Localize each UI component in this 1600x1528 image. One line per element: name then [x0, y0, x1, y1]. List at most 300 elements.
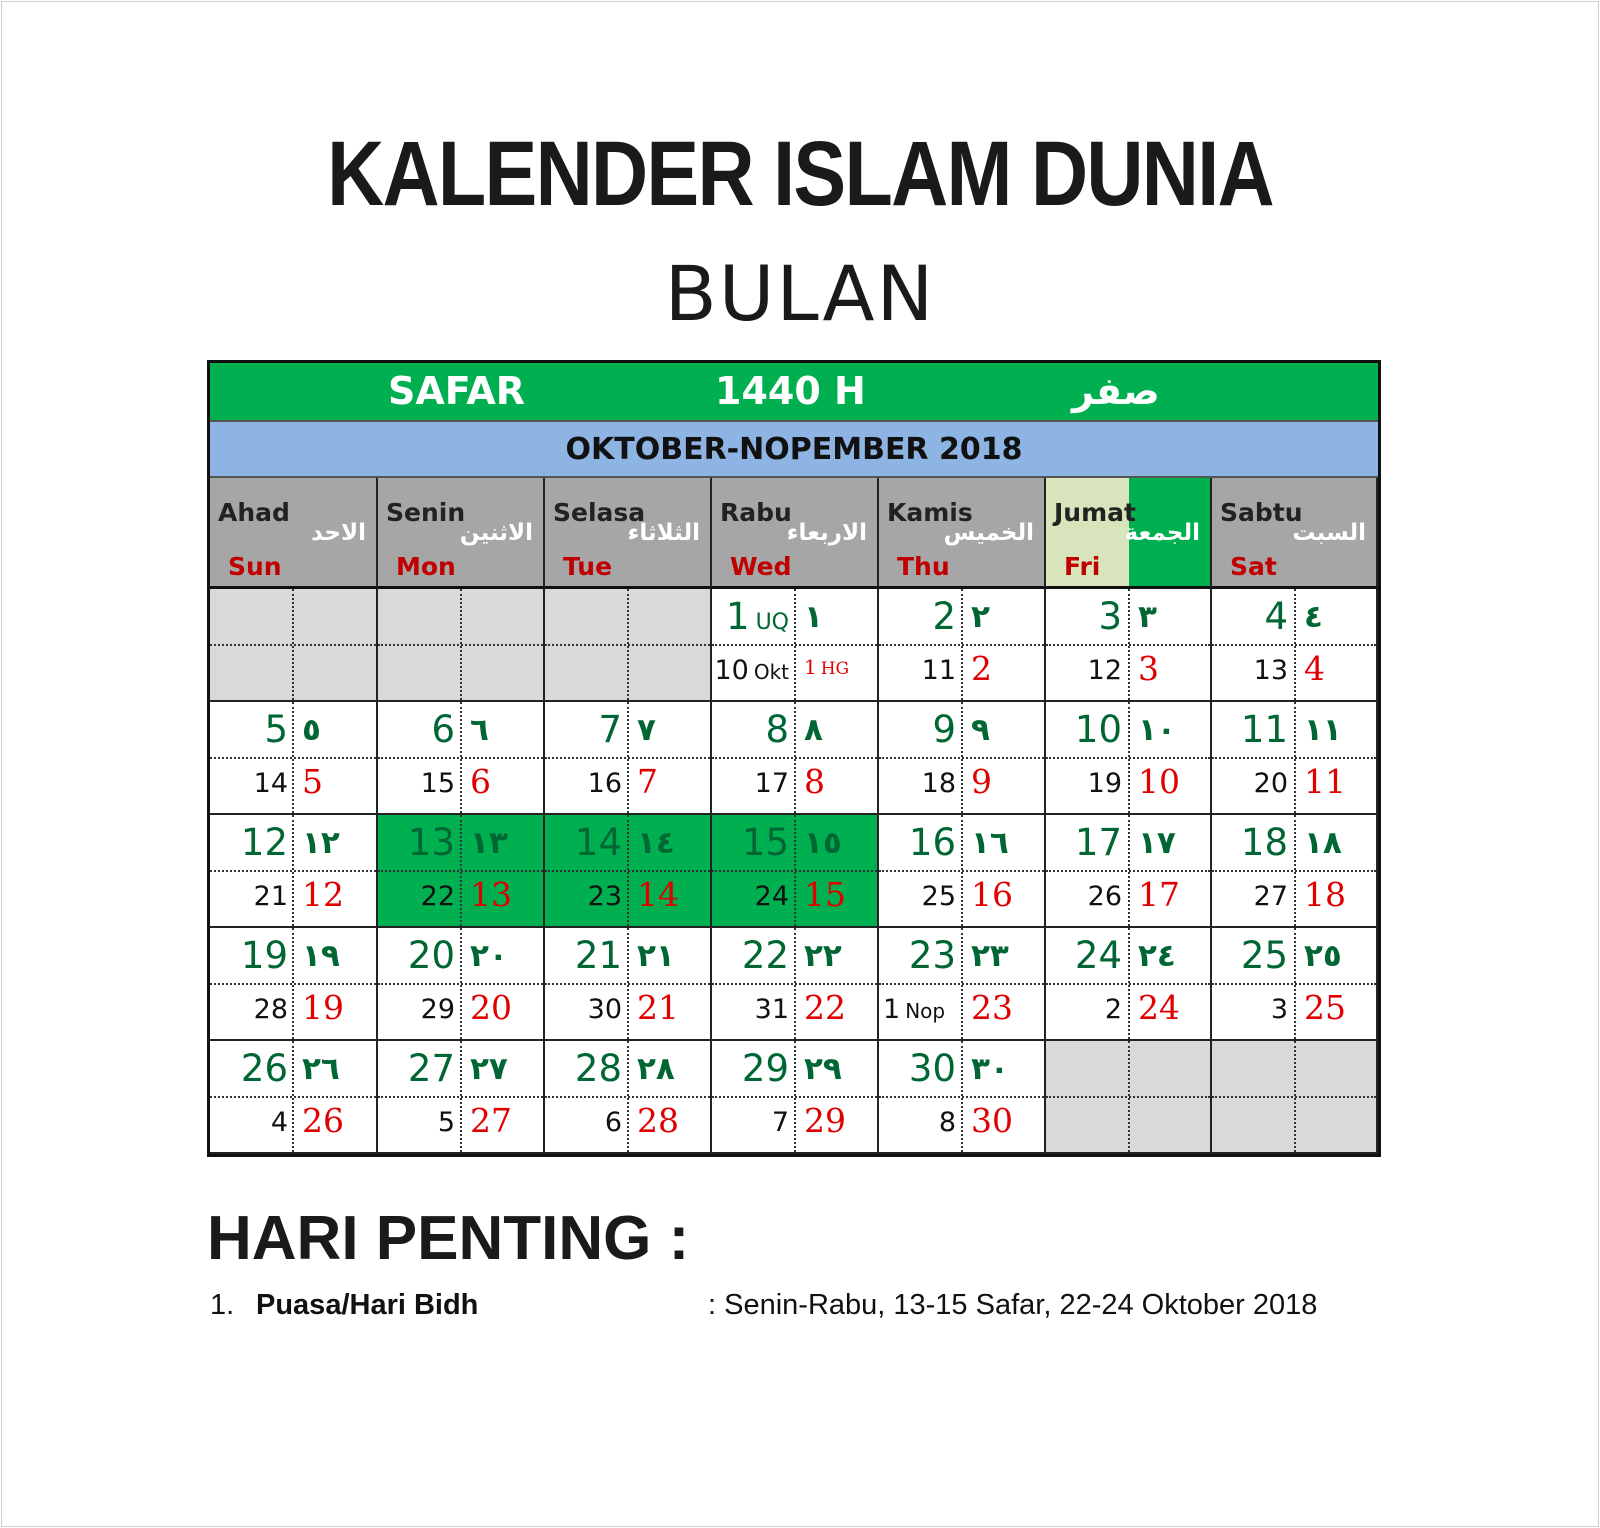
cell-divider: [712, 870, 877, 872]
day-name-en: Mon: [396, 552, 456, 581]
hijri-day-arabic: ١١: [1304, 712, 1342, 748]
cell-divider: [545, 757, 710, 759]
cell-divider: [879, 1096, 1044, 1098]
hijri-global-day: [637, 1101, 679, 1140]
hijri-day-arabic: ١٣: [470, 825, 508, 861]
hijri-day: [598, 708, 622, 751]
day-name-ar: الثلاثاء: [627, 520, 700, 546]
gregorian-day: [254, 994, 288, 1025]
hijri-day: [742, 934, 789, 977]
hijri-day-arabic: ٢٨: [637, 1051, 675, 1087]
hijri-day-arabic: ٢٢: [804, 938, 842, 974]
hijri-global-day: [470, 762, 491, 801]
day-cell: [378, 1041, 545, 1154]
gregorian-day-number: 14: [253, 768, 288, 799]
hijri-global-day: [302, 988, 344, 1027]
day-cell: [1046, 815, 1212, 928]
gregorian-month-note: Okt: [753, 660, 789, 684]
gregorian-day-number: 22: [420, 881, 455, 912]
gregorian-day-number: 8: [938, 1107, 956, 1138]
gregorian-day-number: 1: [883, 994, 901, 1025]
hijri-day-number: 23: [908, 934, 956, 977]
cell-divider: [378, 757, 543, 759]
hijri-global-day: [302, 1101, 344, 1140]
hijri-day-arabic: ١٢: [302, 825, 340, 861]
hijri-day-arabic: ١٠: [1138, 712, 1176, 748]
hijri-global-number: 2: [971, 649, 992, 688]
month-name: SAFAR: [388, 369, 526, 413]
hijri-day: [1098, 595, 1122, 638]
hijri-global-day: [1304, 988, 1346, 1027]
hijri-day: [726, 595, 789, 638]
day-cell: [879, 702, 1046, 815]
hijri-global-day: [804, 875, 846, 914]
gregorian-day: [1088, 768, 1122, 799]
hijri-day: [1241, 708, 1288, 751]
hijri-day-arabic: ٩: [971, 712, 990, 748]
gregorian-day: [755, 994, 789, 1025]
hijri-global-number: 8: [804, 762, 825, 801]
hijri-global-day: [637, 875, 679, 914]
hijri-day-arabic: ٢٣: [971, 938, 1009, 974]
hijri-day-arabic: ٨: [804, 712, 823, 748]
hijri-day-arabic: ٣: [1138, 599, 1157, 635]
calendar: [207, 360, 1381, 1157]
gregorian-day: [421, 768, 455, 799]
day-header-mon: [378, 478, 545, 589]
day-name-ar: الجمعة: [1124, 520, 1200, 546]
hijri-day-number: 10: [1074, 708, 1122, 751]
month-year: 1440 H: [715, 369, 866, 413]
cell-divider: [1046, 870, 1210, 872]
hijri-day-number: 22: [741, 934, 789, 977]
gregorian-day-number: 6: [604, 1107, 622, 1138]
hijri-day: [765, 708, 789, 751]
hijri-day-number: 1: [726, 595, 750, 638]
day-header-sat: [1212, 478, 1378, 589]
day-cell: [210, 702, 378, 815]
hijri-global-number: 30: [971, 1101, 1013, 1140]
hijri-global-day: [637, 762, 658, 801]
gregorian-day-number: 16: [587, 768, 622, 799]
day-cell: [1046, 928, 1212, 1041]
gregorian-day-number: 2: [1104, 994, 1122, 1025]
hijri-global-day: [302, 875, 344, 914]
month-arabic: صفر: [1072, 369, 1160, 413]
day-cell: [1212, 702, 1378, 815]
cell-divider: [712, 1096, 877, 1098]
hijri-day-number: 12: [240, 821, 288, 864]
cell-divider: [378, 870, 543, 872]
hijri-global-number: 18: [1304, 875, 1346, 914]
day-name-ar: الخميس: [943, 520, 1034, 546]
day-name-ar: الاحد: [311, 520, 366, 546]
hijri-global-day: [1304, 762, 1346, 801]
hijri-day-arabic: ٦: [470, 712, 489, 748]
hijri-global-number: 22: [804, 988, 846, 1027]
hijri-global-number: 10: [1138, 762, 1180, 801]
gregorian-day: [438, 1107, 455, 1138]
gregorian-day: [883, 994, 945, 1025]
day-name-en: Wed: [730, 552, 792, 581]
day-name-id: Sabtu: [1220, 498, 1303, 527]
gregorian-day-number: 27: [1253, 881, 1288, 912]
hijri-day: [575, 934, 622, 977]
hijri-day-number: 30: [908, 1047, 956, 1090]
hijri-day-number: 11: [1240, 708, 1288, 751]
day-cell: [712, 589, 879, 702]
gregorian-month-note: Nop: [905, 999, 946, 1023]
hijri-global-number: 6: [470, 762, 491, 801]
gregorian-day-number: 5: [437, 1107, 455, 1138]
empty-cell: [210, 589, 378, 702]
day-cell: [712, 815, 879, 928]
hijri-global-number: 24: [1138, 988, 1180, 1027]
hijri-global-day: [470, 988, 512, 1027]
hijri-day: [264, 708, 288, 751]
day-cell: [210, 815, 378, 928]
gregorian-day: [588, 881, 622, 912]
cell-divider: [545, 1096, 710, 1098]
day-cell: [378, 928, 545, 1041]
empty-cell: [1212, 1041, 1378, 1154]
cell-divider: [210, 757, 376, 759]
day-cell: [1212, 928, 1378, 1041]
day-cell: [1046, 589, 1212, 702]
cell-divider: [378, 1096, 543, 1098]
hijri-global-number: 12: [302, 875, 344, 914]
hijri-day-number: 4: [1264, 595, 1288, 638]
day-name-en: Fri: [1064, 552, 1101, 581]
hijri-day: [909, 1047, 956, 1090]
cell-divider: [1212, 983, 1376, 985]
cell-divider: [545, 983, 710, 985]
cell-divider: [1046, 644, 1210, 646]
hijri-global-number: 7: [637, 762, 658, 801]
day-cell: [210, 1041, 378, 1154]
hijri-global-day: [470, 1101, 512, 1140]
day-cell: [712, 1041, 879, 1154]
gregorian-day-number: 10: [714, 655, 749, 686]
note-label: Puasa/Hari Bidh: [256, 1289, 479, 1321]
cell-divider: [378, 644, 543, 646]
hijri-day-number: 26: [240, 1047, 288, 1090]
hijri-day-number: 5: [264, 708, 288, 751]
hijri-day-arabic: ٥: [302, 712, 321, 748]
hijri-global-number: 25: [1304, 988, 1346, 1027]
hijri-day-number: 19: [240, 934, 288, 977]
hijri-day: [742, 1047, 789, 1090]
gregorian-day: [1105, 994, 1122, 1025]
day-cell: [545, 702, 712, 815]
empty-cell: [1046, 1041, 1212, 1154]
gregorian-day: [254, 768, 288, 799]
gregorian-day-number: 7: [771, 1107, 789, 1138]
hijri-global-day: [1138, 762, 1180, 801]
day-cell: [210, 928, 378, 1041]
cell-divider: [1212, 644, 1376, 646]
gregorian-day: [421, 994, 455, 1025]
hijri-global-day: [971, 1101, 1013, 1140]
hijri-day-arabic: ٢: [971, 599, 990, 635]
cell-divider: [210, 983, 376, 985]
hijri-global-note: HG: [820, 659, 850, 679]
gregorian-day-number: 21: [253, 881, 288, 912]
empty-cell: [545, 589, 712, 702]
hijri-day-number: 21: [574, 934, 622, 977]
hijri-global-day: [971, 762, 992, 801]
gregorian-day: [1254, 768, 1288, 799]
gregorian-day-number: 24: [754, 881, 789, 912]
day-name-id: Jumat: [1054, 498, 1136, 527]
hijri-day-number: 16: [908, 821, 956, 864]
day-cell: [712, 702, 879, 815]
gregorian-day-number: 4: [270, 1107, 288, 1138]
cell-divider: [879, 983, 1044, 985]
hijri-day: [1241, 934, 1288, 977]
gregorian-day: [939, 1107, 956, 1138]
hijri-day: [1075, 821, 1122, 864]
hijri-day-arabic: ١٧: [1138, 825, 1176, 861]
gregorian-day: [1088, 655, 1122, 686]
gregorian-day-number: 15: [420, 768, 455, 799]
hijri-global-day: [971, 649, 992, 688]
cell-divider: [545, 870, 710, 872]
day-cell: [879, 928, 1046, 1041]
day-cell: [1212, 589, 1378, 702]
hijri-day-number: 18: [1240, 821, 1288, 864]
hijri-global-number: 3: [1138, 649, 1159, 688]
hijri-day: [575, 821, 622, 864]
cell-divider: [210, 1096, 376, 1098]
gregorian-day: [1254, 655, 1288, 686]
hijri-day-arabic: ١٨: [1304, 825, 1342, 861]
hijri-day: [932, 708, 956, 751]
hijri-day-arabic: ٧: [637, 712, 656, 748]
hijri-global-number: 4: [1304, 649, 1325, 688]
day-name-en: Tue: [563, 552, 613, 581]
hijri-global-number: 21: [637, 988, 679, 1027]
hijri-global-day: [1138, 875, 1180, 914]
hijri-day-number: 9: [932, 708, 956, 751]
hijri-day: [431, 708, 455, 751]
hijri-global-day: [470, 875, 512, 914]
day-name-ar: السبت: [1292, 520, 1366, 546]
hijri-global-number: 27: [470, 1101, 512, 1140]
day-name-id: Senin: [386, 498, 466, 527]
hijri-note: UQ: [755, 610, 789, 635]
gregorian-day: [1271, 994, 1288, 1025]
day-name-id: Kamis: [887, 498, 973, 527]
note-value: : Senin-Rabu, 13-15 Safar, 22-24 Oktober 2018: [708, 1289, 1318, 1321]
day-header-sun: [210, 478, 378, 589]
day-name-en: Sun: [228, 552, 282, 581]
hijri-day-arabic: ١٤: [637, 825, 675, 861]
hijri-global-number: 5: [302, 762, 323, 801]
hijri-global-day: [1138, 988, 1180, 1027]
gregorian-day-number: 19: [1087, 768, 1122, 799]
hijri-global-day: [804, 988, 846, 1027]
gregorian-day-number: 31: [754, 994, 789, 1025]
day-name-en: Thu: [897, 552, 950, 581]
hijri-global-number: 15: [804, 875, 846, 914]
hijri-day: [241, 934, 288, 977]
gregorian-day: [772, 1107, 789, 1138]
gregorian-day-number: 26: [1087, 881, 1122, 912]
hijri-day-number: 25: [1240, 934, 1288, 977]
gregorian-day-number: 23: [587, 881, 622, 912]
gregorian-day: [421, 881, 455, 912]
hijri-day: [241, 821, 288, 864]
gregorian-day: [1088, 881, 1122, 912]
hijri-day-number: 27: [407, 1047, 455, 1090]
day-name-id: Selasa: [553, 498, 646, 527]
day-cell: [378, 815, 545, 928]
hijri-day-number: 3: [1098, 595, 1122, 638]
day-name-ar: الاثنين: [459, 520, 533, 546]
gregorian-day: [588, 994, 622, 1025]
cell-divider: [712, 983, 877, 985]
hijri-day: [909, 934, 956, 977]
hijri-global-day: [1138, 649, 1159, 688]
note-number: 1.: [210, 1289, 235, 1321]
cell-divider: [545, 644, 710, 646]
day-header-thu: [879, 478, 1046, 589]
gregorian-day: [755, 768, 789, 799]
hijri-global-day: [637, 988, 679, 1027]
day-name-ar: الاربعاء: [786, 520, 867, 546]
page-title: KALENDER ISLAM DUNIA: [327, 123, 1273, 225]
day-cell: [378, 702, 545, 815]
day-header-wed: [712, 478, 879, 589]
hijri-day-number: 2: [932, 595, 956, 638]
hijri-global-number: 28: [637, 1101, 679, 1140]
hijri-day: [241, 1047, 288, 1090]
hijri-day-arabic: ٣٠: [971, 1051, 1009, 1087]
hijri-day-number: 24: [1074, 934, 1122, 977]
gregorian-day: [254, 881, 288, 912]
day-cell: [712, 928, 879, 1041]
day-cell: [545, 1041, 712, 1154]
hijri-day-arabic: ١٦: [971, 825, 1009, 861]
empty-cell: [378, 589, 545, 702]
hijri-day: [909, 821, 956, 864]
gregorian-day: [755, 881, 789, 912]
cell-divider: [1212, 870, 1376, 872]
hijri-global-day: [804, 762, 825, 801]
hijri-global-day: [1304, 875, 1346, 914]
hijri-day: [1075, 934, 1122, 977]
hijri-day-number: 15: [741, 821, 789, 864]
hijri-global-day: [971, 988, 1013, 1027]
hijri-day: [1075, 708, 1122, 751]
hijri-global-day: [302, 762, 323, 801]
gregorian-day: [922, 881, 956, 912]
cell-divider: [210, 644, 376, 646]
hijri-day-number: 17: [1074, 821, 1122, 864]
cell-divider: [210, 870, 376, 872]
gregorian-day-number: 28: [253, 994, 288, 1025]
cell-divider: [712, 644, 877, 646]
hijri-day: [408, 821, 455, 864]
hijri-day-arabic: ٢٧: [470, 1051, 508, 1087]
hijri-global-day: [1304, 649, 1325, 688]
page-subtitle: BULAN: [664, 249, 936, 338]
cell-divider: [378, 983, 543, 985]
cell-divider: [1046, 983, 1210, 985]
gregorian-bar: [210, 422, 1378, 478]
hijri-day-arabic: ٢٦: [302, 1051, 340, 1087]
hijri-global-number: 19: [302, 988, 344, 1027]
gregorian-day-number: 20: [1253, 768, 1288, 799]
hijri-day-number: 20: [407, 934, 455, 977]
day-cell: [879, 589, 1046, 702]
cell-divider: [1212, 757, 1376, 759]
hijri-day-arabic: ٢٤: [1138, 938, 1176, 974]
cell-divider: [1046, 757, 1210, 759]
cell-divider: [879, 870, 1044, 872]
gregorian-day: [922, 655, 956, 686]
hijri-day-number: 14: [574, 821, 622, 864]
hijri-global-number: 20: [470, 988, 512, 1027]
hijri-day-number: 6: [431, 708, 455, 751]
hijri-day: [575, 1047, 622, 1090]
hijri-global-day: [804, 1101, 846, 1140]
gregorian-day-number: 29: [420, 994, 455, 1025]
day-cell: [545, 815, 712, 928]
gregorian-day: [922, 768, 956, 799]
day-cell: [545, 928, 712, 1041]
hijri-day-arabic: ٤: [1304, 599, 1323, 635]
day-name-id: Rabu: [720, 498, 792, 527]
hijri-global-number: 29: [804, 1101, 846, 1140]
hijri-global-number: 23: [971, 988, 1013, 1027]
hijri-global-number: 14: [637, 875, 679, 914]
hijri-day-arabic: ١: [804, 599, 823, 635]
hijri-day-number: 8: [765, 708, 789, 751]
gregorian-day: [714, 655, 789, 686]
hijri-day: [742, 821, 789, 864]
gregorian-label: OKTOBER-NOPEMBER 2018: [565, 432, 1023, 467]
hijri-global-number: 16: [971, 875, 1013, 914]
notes-title: HARI PENTING :: [207, 1204, 690, 1273]
gregorian-day-number: 3: [1270, 994, 1288, 1025]
hijri-day: [932, 595, 956, 638]
hijri-day-number: 29: [741, 1047, 789, 1090]
gregorian-day-number: 12: [1087, 655, 1122, 686]
day-name-id: Ahad: [218, 498, 290, 527]
day-header-fri: [1046, 478, 1212, 589]
cell-divider: [879, 757, 1044, 759]
hijri-day-arabic: ٢٩: [804, 1051, 842, 1087]
gregorian-day: [588, 768, 622, 799]
gregorian-day-number: 25: [921, 881, 956, 912]
cell-divider: [879, 644, 1044, 646]
gregorian-day-number: 17: [754, 768, 789, 799]
gregorian-day-number: 18: [921, 768, 956, 799]
day-name-en: Sat: [1230, 552, 1277, 581]
gregorian-day-number: 13: [1253, 655, 1288, 686]
gregorian-day-number: 11: [921, 655, 956, 686]
hijri-global-number: 17: [1138, 875, 1180, 914]
hijri-global-number: 26: [302, 1101, 344, 1140]
hijri-day: [408, 1047, 455, 1090]
hijri-day-arabic: ٢١: [637, 938, 675, 974]
cell-divider: [1046, 1096, 1210, 1098]
hijri-day-arabic: ٢٠: [470, 938, 508, 974]
day-header-tue: [545, 478, 712, 589]
hijri-global-number: 11: [1304, 762, 1346, 801]
